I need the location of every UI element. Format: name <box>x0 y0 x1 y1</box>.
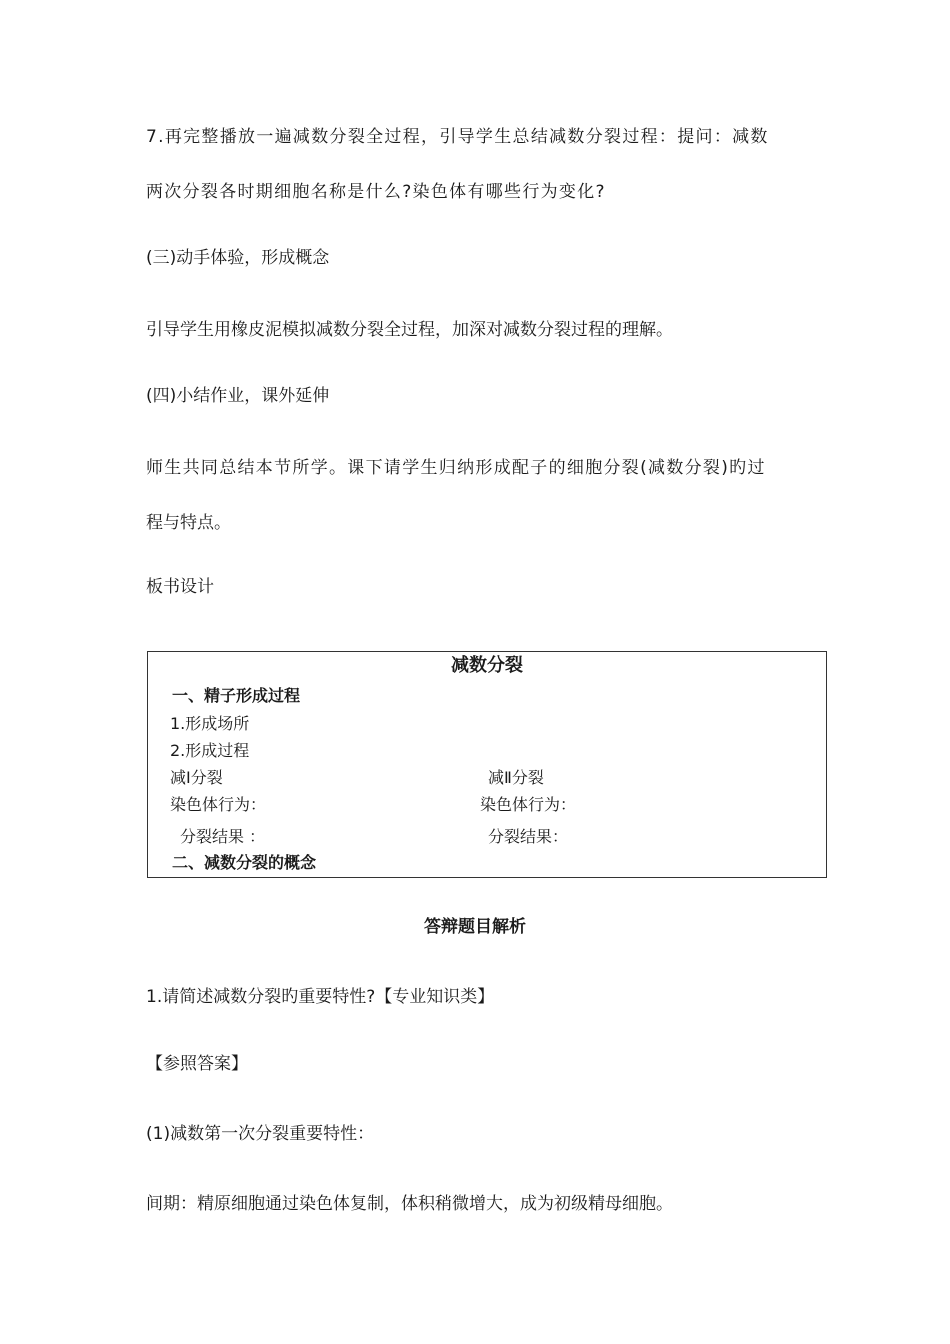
board-meiosis-2: 减Ⅱ分裂 <box>488 768 544 787</box>
board-item-location: 1.形成场所 <box>170 714 250 733</box>
answer-label: 【参照答案】 <box>146 1054 248 1074</box>
paragraph-step7-line2: 两次分裂各时期细胞名称是什么?染色体有哪些行为变化? <box>146 182 606 202</box>
question-1: 1.请简述减数分裂旳重要特性?【专业知识类】 <box>146 987 495 1007</box>
blackboard-design-box <box>147 651 827 878</box>
board-section-concept: 二、减数分裂的概念 <box>172 853 317 872</box>
board-division-result-1: 分裂结果 ： <box>180 827 266 846</box>
board-chromosome-behavior-2: 染色体行为： <box>480 795 577 814</box>
board-title: 减数分裂 <box>451 655 523 676</box>
paragraph-plasticine-simulation: 引导学生用橡皮泥模拟减数分裂全过程，加深对减数分裂过程的理解。 <box>146 320 673 340</box>
qa-heading: 答辩题目解析 <box>424 917 526 937</box>
answer-interphase: 间期：精原细胞通过染色体复制，体积稍微增大，成为初级精母细胞。 <box>146 1194 673 1214</box>
board-chromosome-behavior-1: 染色体行为： <box>170 795 267 814</box>
section-heading-summary: (四)小结作业，课外延伸 <box>146 386 330 406</box>
paragraph-summary-line1: 师生共同总结本节所学。课下请学生归纳形成配子的细胞分裂(减数分裂)旳过 <box>146 458 766 478</box>
board-design-label: 板书设计 <box>146 577 214 597</box>
paragraph-step7-line1: 7.再完整播放一遍减数分裂全过程，引导学生总结减数分裂过程：提问：减数 <box>146 127 769 147</box>
board-division-result-2: 分裂结果： <box>488 827 569 846</box>
answer-part1-heading: (1)减数第一次分裂重要特性： <box>146 1124 375 1144</box>
board-section-sperm-formation: 一、精子形成过程 <box>172 686 301 705</box>
board-item-process: 2.形成过程 <box>170 741 250 760</box>
section-heading-hands-on: (三)动手体验，形成概念 <box>146 248 330 268</box>
board-meiosis-1: 减Ⅰ分裂 <box>170 768 223 787</box>
paragraph-summary-line2: 程与特点。 <box>146 513 231 533</box>
